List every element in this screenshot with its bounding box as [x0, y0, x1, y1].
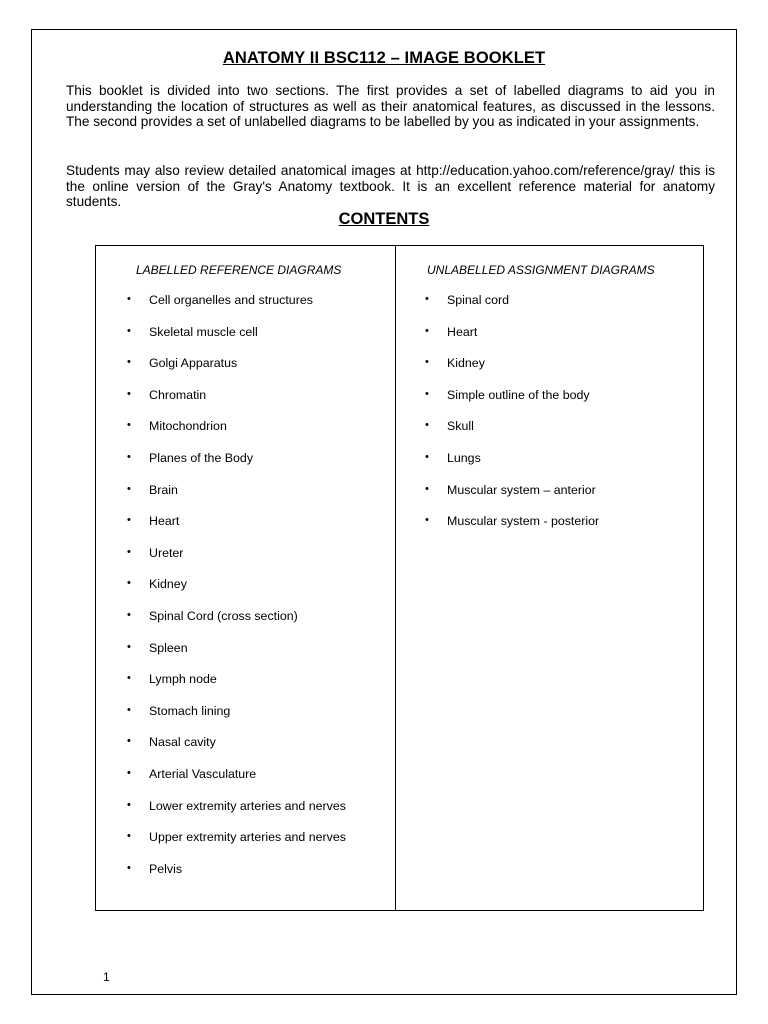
page-number: 1: [103, 970, 110, 984]
list-item: [125, 862, 346, 894]
bullet-icon: •: [425, 356, 429, 369]
list-item: [125, 293, 346, 325]
list-item-label: Kidney: [149, 577, 187, 592]
bullet-icon: •: [127, 387, 131, 400]
list-item: [125, 451, 346, 483]
list-item: [125, 356, 346, 388]
list-item-label: Muscular system – anterior: [447, 482, 596, 497]
bullet-icon: •: [425, 324, 429, 337]
bullet-icon: •: [127, 577, 131, 590]
document-title: ANATOMY II BSC112 – IMAGE BOOKLET: [222, 49, 546, 67]
list-item: [423, 419, 599, 451]
list-item-label: Skull: [447, 419, 474, 434]
labelled-diagrams-heading: LABELLED REFERENCE DIAGRAMS: [136, 263, 342, 277]
list-item-label: Stomach lining: [149, 703, 231, 718]
contents-table: [95, 245, 704, 911]
list-item-label: Chromatin: [149, 387, 207, 402]
list-item-label: Heart: [447, 324, 478, 339]
list-item-label: Simple outline of the body: [447, 387, 590, 402]
bullet-icon: •: [127, 640, 131, 653]
list-item: [423, 514, 599, 546]
list-item: [125, 419, 346, 451]
list-item: [125, 799, 346, 831]
list-item: [125, 609, 346, 641]
list-item: [125, 830, 346, 862]
bullet-icon: •: [425, 293, 429, 305]
list-item: [125, 577, 346, 609]
intro-paragraph-2: Students may also review detailed anatomical images at http://education.yahoo.com/reference/gray/ this is the online version of the Gray's Anatomy textbook. It is an excellent reference material for anatomy students.: [66, 163, 715, 209]
unlabelled-diagrams-heading: UNLABELLED ASSIGNMENT DIAGRAMS: [427, 263, 655, 277]
bullet-icon: •: [425, 482, 429, 495]
list-item-label: Spinal Cord (cross section): [149, 608, 298, 623]
list-item-label: Skeletal muscle cell: [149, 324, 258, 339]
list-item-label: Lymph node: [149, 672, 217, 687]
bullet-icon: •: [127, 861, 131, 874]
list-item-label: Kidney: [447, 356, 485, 371]
list-item: [423, 483, 599, 515]
list-item-label: Planes of the Body: [149, 450, 254, 465]
list-item: [125, 546, 346, 578]
list-item-label: Arterial Vasculature: [149, 766, 257, 781]
bullet-icon: •: [127, 293, 131, 305]
bullet-icon: •: [127, 356, 131, 369]
list-item-label: Lungs: [447, 450, 481, 465]
contents-heading: CONTENTS: [338, 210, 430, 228]
list-item: [125, 767, 346, 799]
list-item-label: Mitochondrion: [149, 419, 227, 434]
list-item: [125, 672, 346, 704]
bullet-icon: •: [425, 419, 429, 432]
list-item-label: Brain: [149, 482, 178, 497]
intro-paragraph-1: This booklet is divided into two sections. The first provides a set of labelled diagrams to aid you in understanding the location of structures as well as their anatomical features, as discussed in the lessons. The second provides a set of unlabelled diagrams to be labelled by you as indicated in your assignments.: [66, 83, 715, 129]
list-item: [125, 483, 346, 515]
bullet-icon: •: [127, 830, 131, 843]
list-item-label: Cell organelles and structures: [149, 293, 313, 307]
list-item: [423, 451, 599, 483]
bullet-icon: •: [127, 514, 131, 527]
list-item-label: Ureter: [149, 545, 184, 560]
bullet-icon: •: [425, 450, 429, 463]
list-item: [125, 325, 346, 357]
list-item-label: Nasal cavity: [149, 735, 216, 750]
bullet-icon: •: [127, 703, 131, 716]
bullet-icon: •: [127, 545, 131, 558]
column-divider: [395, 246, 396, 910]
list-item: [125, 704, 346, 736]
list-item-label: Spleen: [149, 640, 188, 655]
list-item-label: Lower extremity arteries and nerves: [149, 798, 346, 813]
list-item: [423, 325, 599, 357]
bullet-icon: •: [127, 735, 131, 748]
labelled-diagrams-list: [125, 293, 346, 893]
list-item-label: Muscular system - posterior: [447, 514, 600, 529]
list-item: [423, 356, 599, 388]
list-item: [125, 514, 346, 546]
list-item-label: Pelvis: [149, 861, 183, 876]
list-item-label: Upper extremity arteries and nerves: [149, 830, 346, 845]
unlabelled-diagrams-list: [423, 293, 599, 546]
list-item: [125, 388, 346, 420]
bullet-icon: •: [127, 766, 131, 779]
list-item-label: Golgi Apparatus: [149, 356, 238, 371]
bullet-icon: •: [127, 450, 131, 463]
list-item: [423, 388, 599, 420]
list-item: [125, 735, 346, 767]
list-item-label: Spinal cord: [447, 293, 509, 307]
bullet-icon: •: [127, 672, 131, 685]
bullet-icon: •: [127, 798, 131, 811]
bullet-icon: •: [425, 387, 429, 400]
bullet-icon: •: [127, 482, 131, 495]
bullet-icon: •: [425, 514, 429, 527]
list-item: [423, 293, 599, 325]
list-item-label: Heart: [149, 514, 180, 529]
bullet-icon: •: [127, 324, 131, 337]
list-item: [125, 641, 346, 673]
bullet-icon: •: [127, 419, 131, 432]
bullet-icon: •: [127, 608, 131, 621]
